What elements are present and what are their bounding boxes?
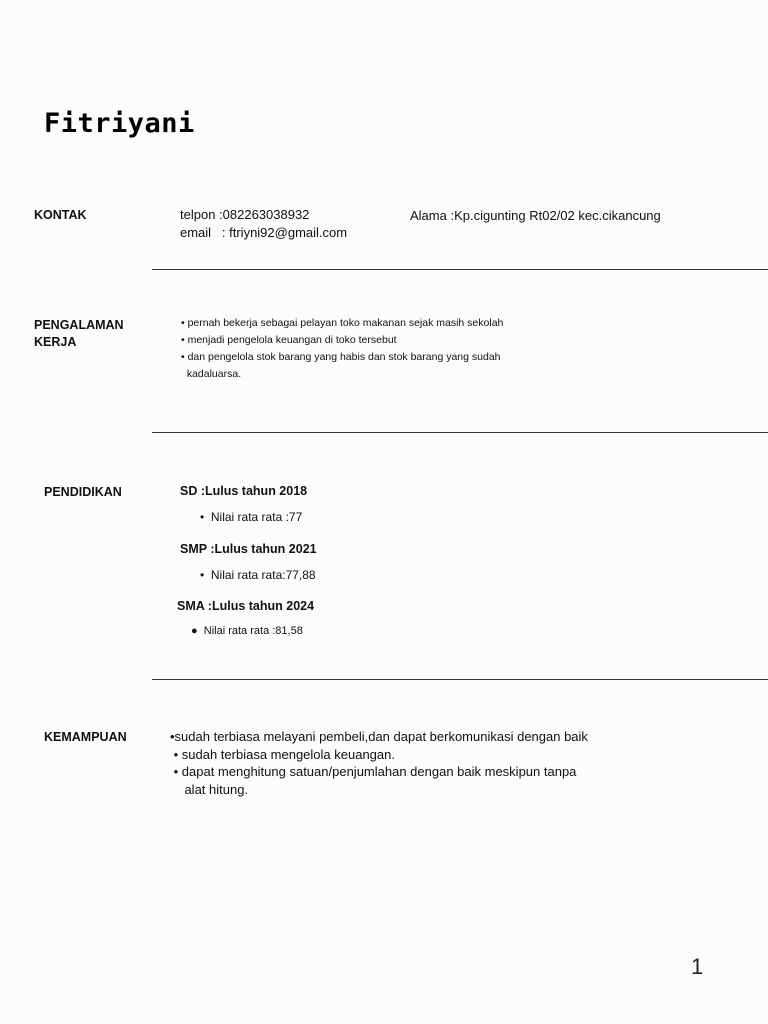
kemampuan-label: KEMAMPUAN — [44, 730, 127, 744]
list-item: •sudah terbiasa melayani pembeli,dan dapat berkomunikasi dengan baik — [170, 729, 588, 744]
pengalaman-label — [34, 317, 124, 351]
bullet-icon: • — [200, 510, 211, 524]
pendidikan-label: PENDIDIKAN — [44, 485, 122, 499]
divider — [152, 269, 768, 270]
experience-list — [181, 315, 503, 383]
list-item: • dapat menghitung satuan/penjumlahan dengan baik meskipun tanpa — [170, 764, 577, 779]
skills-list — [170, 728, 588, 798]
education-title-sd: SD :Lulus tahun 2018 — [180, 484, 308, 498]
resume-name: Fitriyani — [44, 108, 195, 139]
contact-email: email : ftriyni92@gmail.com — [180, 225, 348, 240]
pengalaman-label-line1: PENGALAMAN — [34, 318, 124, 332]
list-item: kadaluarsa. — [181, 368, 242, 380]
education-title-sma: SMA :Lulus tahun 2024 — [177, 599, 315, 613]
education-detail-text: Nilai rata rata :77 — [210, 510, 303, 524]
education-detail-text: Nilai rata rata:77,88 — [210, 568, 316, 582]
divider — [152, 679, 768, 680]
kontak-label: KONTAK — [34, 208, 87, 222]
page-number: 1 — [691, 954, 704, 979]
contact-phone: telpon :082263038932 — [180, 207, 310, 222]
education-title-smp: SMP :Lulus tahun 2021 — [180, 542, 317, 556]
education-detail-smp — [200, 568, 316, 582]
bullet-icon: • — [200, 568, 211, 582]
education-detail-sma — [191, 625, 303, 637]
education-detail-text: Nilai rata rata :81,58 — [203, 625, 303, 637]
pengalaman-label-line2: KERJA — [34, 335, 77, 349]
education-detail-sd — [200, 510, 302, 524]
list-item: • dan pengelola stok barang yang habis dan stok barang yang sudah — [181, 351, 501, 363]
list-item: • menjadi pengelola keuangan di toko tersebut — [181, 334, 397, 346]
list-item: • sudah terbiasa mengelola keuangan. — [170, 746, 395, 762]
divider — [152, 432, 768, 433]
list-item: • pernah bekerja sebagai pelayan toko makanan sejak masih sekolah — [181, 317, 504, 329]
list-item: alat hitung. — [170, 781, 249, 797]
contact-address: Alama :Kp.cigunting Rt02/02 kec.cikancung — [410, 208, 661, 223]
bullet-icon: ● — [191, 625, 204, 637]
